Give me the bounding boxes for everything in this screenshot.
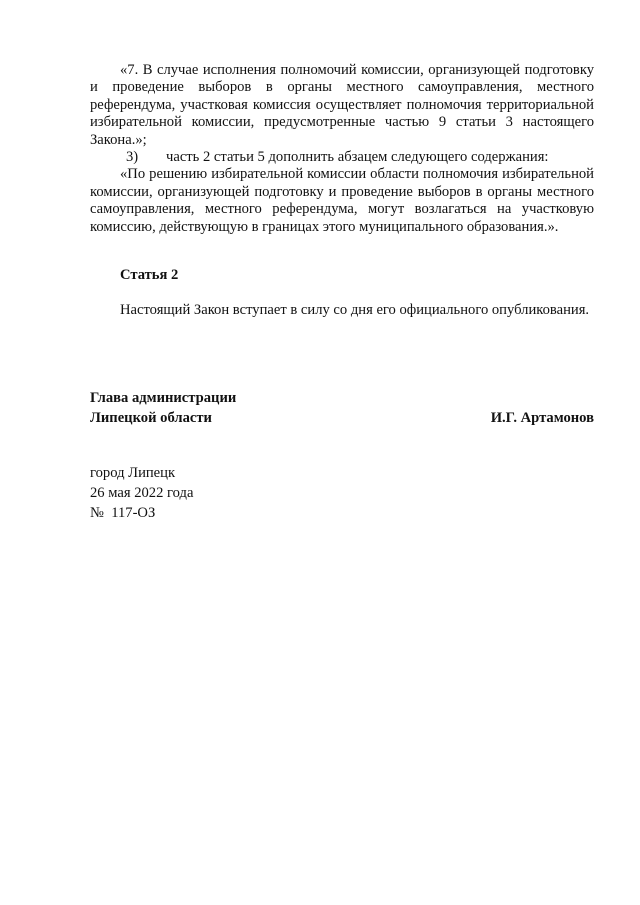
- list-item-3: [90, 149, 594, 166]
- list-item-text: часть 2 статьи 5 дополнить абзацем следующего содержания:: [166, 149, 549, 166]
- list-item-number: 3): [126, 149, 139, 166]
- article-2-heading: Статья 2: [120, 267, 179, 283]
- city-line: город Липецк: [90, 465, 176, 481]
- paragraph-entry-into-force: Настоящий Закон вступает в силу со дня его официального опубликования.: [120, 302, 590, 318]
- paragraph-part-7: «7. В случае исполнения полномочий комиссии, организующей подготовку и проведение выборов в органы местного самоуправления, местного референдума, участковая комиссия осуществляет полномочия территориальной избирательной комиссии, предусмотренные частью 9 статьи 3 настоящего Закона.»;: [90, 62, 594, 148]
- document-footer: [90, 463, 193, 523]
- signature-block: [90, 388, 594, 428]
- signature-row: [90, 408, 594, 428]
- signatory-position-line-2: Липецкой области: [90, 410, 212, 426]
- article-1-continuation: [90, 62, 594, 236]
- article-2-body: [90, 302, 594, 319]
- signatory-name: И.Г. Артамонов: [490, 410, 594, 426]
- paragraph-amendment-text: «По решению избирательной комиссии области полномочия избирательной комиссии, организующей подготовку и проведение выборов в органы местного самоуправления, местного референдума, могут возлагаться на участковую комиссию, действующую в границах этого муниципального образования.».: [90, 166, 594, 235]
- date-line: 26 мая 2022 года: [90, 485, 194, 501]
- law-number: № 117-ОЗ: [90, 505, 156, 521]
- signatory-position-line-1: Глава администрации: [90, 390, 237, 406]
